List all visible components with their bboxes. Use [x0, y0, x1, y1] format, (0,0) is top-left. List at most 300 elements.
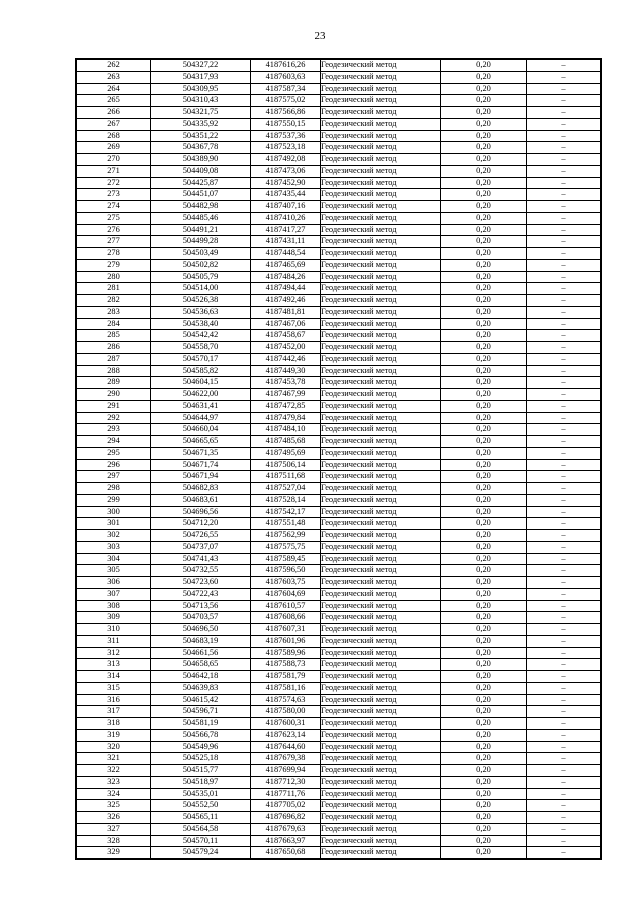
y-coordinate-cell: 4187601,96 — [251, 635, 321, 647]
table-row — [77, 118, 601, 130]
x-coordinate-cell: 504502,82 — [151, 259, 251, 271]
accuracy-cell: 0,20 — [441, 412, 527, 424]
note-cell: – — [527, 694, 601, 706]
method-cell: Геодезический метод — [321, 165, 441, 177]
note-cell: – — [527, 588, 601, 600]
method-cell: Геодезический метод — [321, 647, 441, 659]
method-cell: Геодезический метод — [321, 189, 441, 201]
accuracy-cell: 0,20 — [441, 765, 527, 777]
method-cell: Геодезический метод — [321, 776, 441, 788]
x-coordinate-cell: 504642,18 — [151, 671, 251, 683]
y-coordinate-cell: 4187452,90 — [251, 177, 321, 189]
x-coordinate-cell: 504671,35 — [151, 447, 251, 459]
note-cell: – — [527, 71, 601, 83]
x-coordinate-cell: 504631,41 — [151, 400, 251, 412]
y-coordinate-cell: 4187481,81 — [251, 306, 321, 318]
accuracy-cell: 0,20 — [441, 318, 527, 330]
point-number-cell: 269 — [77, 142, 151, 154]
accuracy-cell: 0,20 — [441, 706, 527, 718]
method-cell: Геодезический метод — [321, 659, 441, 671]
x-coordinate-cell: 504712,20 — [151, 518, 251, 530]
table-row — [77, 624, 601, 636]
x-coordinate-cell: 504622,00 — [151, 389, 251, 401]
table-row — [77, 776, 601, 788]
method-cell: Геодезический метод — [321, 741, 441, 753]
method-cell: Геодезический метод — [321, 107, 441, 119]
accuracy-cell: 0,20 — [441, 306, 527, 318]
x-coordinate-cell: 504549,96 — [151, 741, 251, 753]
method-cell: Геодезический метод — [321, 483, 441, 495]
note-cell: – — [527, 577, 601, 589]
note-cell: – — [527, 154, 601, 166]
accuracy-cell: 0,20 — [441, 635, 527, 647]
table-row — [77, 353, 601, 365]
note-cell: – — [527, 553, 601, 565]
x-coordinate-cell: 504722,43 — [151, 588, 251, 600]
point-number-cell: 297 — [77, 471, 151, 483]
accuracy-cell: 0,20 — [441, 753, 527, 765]
table-row — [77, 212, 601, 224]
coordinates-table-body — [77, 60, 601, 859]
y-coordinate-cell: 4187562,99 — [251, 530, 321, 542]
table-row — [77, 165, 601, 177]
x-coordinate-cell: 504536,63 — [151, 306, 251, 318]
note-cell: – — [527, 706, 601, 718]
method-cell: Геодезический метод — [321, 553, 441, 565]
y-coordinate-cell: 4187484,10 — [251, 424, 321, 436]
x-coordinate-cell: 504321,75 — [151, 107, 251, 119]
x-coordinate-cell: 504639,83 — [151, 682, 251, 694]
x-coordinate-cell: 504732,55 — [151, 565, 251, 577]
y-coordinate-cell: 4187435,44 — [251, 189, 321, 201]
method-cell: Геодезический метод — [321, 95, 441, 107]
note-cell: – — [527, 130, 601, 142]
note-cell: – — [527, 483, 601, 495]
y-coordinate-cell: 4187575,75 — [251, 541, 321, 553]
x-coordinate-cell: 504535,01 — [151, 788, 251, 800]
accuracy-cell: 0,20 — [441, 201, 527, 213]
accuracy-cell: 0,20 — [441, 330, 527, 342]
accuracy-cell: 0,20 — [441, 107, 527, 119]
y-coordinate-cell: 4187589,45 — [251, 553, 321, 565]
x-coordinate-cell: 504558,70 — [151, 342, 251, 354]
y-coordinate-cell: 4187442,46 — [251, 353, 321, 365]
table-row — [77, 541, 601, 553]
accuracy-cell: 0,20 — [441, 71, 527, 83]
y-coordinate-cell: 4187453,78 — [251, 377, 321, 389]
point-number-cell: 281 — [77, 283, 151, 295]
point-number-cell: 290 — [77, 389, 151, 401]
table-row — [77, 447, 601, 459]
note-cell: – — [527, 224, 601, 236]
coordinates-table — [76, 59, 601, 859]
note-cell: – — [527, 518, 601, 530]
method-cell: Геодезический метод — [321, 753, 441, 765]
table-row — [77, 494, 601, 506]
method-cell: Геодезический метод — [321, 518, 441, 530]
accuracy-cell: 0,20 — [441, 788, 527, 800]
accuracy-cell: 0,20 — [441, 671, 527, 683]
note-cell: – — [527, 671, 601, 683]
accuracy-cell: 0,20 — [441, 259, 527, 271]
note-cell: – — [527, 365, 601, 377]
method-cell: Геодезический метод — [321, 283, 441, 295]
x-coordinate-cell: 504505,79 — [151, 271, 251, 283]
table-row — [77, 248, 601, 260]
y-coordinate-cell: 4187711,76 — [251, 788, 321, 800]
note-cell: – — [527, 424, 601, 436]
note-cell: – — [527, 459, 601, 471]
method-cell: Геодезический метод — [321, 494, 441, 506]
point-number-cell: 319 — [77, 729, 151, 741]
note-cell: – — [527, 400, 601, 412]
accuracy-cell: 0,20 — [441, 471, 527, 483]
method-cell: Геодезический метод — [321, 447, 441, 459]
x-coordinate-cell: 504538,40 — [151, 318, 251, 330]
note-cell: – — [527, 83, 601, 95]
x-coordinate-cell: 504351,22 — [151, 130, 251, 142]
note-cell: – — [527, 753, 601, 765]
note-cell: – — [527, 765, 601, 777]
point-number-cell: 302 — [77, 530, 151, 542]
x-coordinate-cell: 504682,83 — [151, 483, 251, 495]
table-row — [77, 60, 601, 72]
x-coordinate-cell: 504665,65 — [151, 436, 251, 448]
method-cell: Геодезический метод — [321, 318, 441, 330]
x-coordinate-cell: 504581,19 — [151, 718, 251, 730]
point-number-cell: 276 — [77, 224, 151, 236]
method-cell: Геодезический метод — [321, 154, 441, 166]
method-cell: Геодезический метод — [321, 800, 441, 812]
table-row — [77, 189, 601, 201]
note-cell: – — [527, 741, 601, 753]
point-number-cell: 315 — [77, 682, 151, 694]
accuracy-cell: 0,20 — [441, 353, 527, 365]
x-coordinate-cell: 504585,82 — [151, 365, 251, 377]
accuracy-cell: 0,20 — [441, 154, 527, 166]
y-coordinate-cell: 4187705,02 — [251, 800, 321, 812]
note-cell: – — [527, 494, 601, 506]
point-number-cell: 299 — [77, 494, 151, 506]
table-row — [77, 71, 601, 83]
y-coordinate-cell: 4187417,27 — [251, 224, 321, 236]
point-number-cell: 264 — [77, 83, 151, 95]
point-number-cell: 267 — [77, 118, 151, 130]
table-row — [77, 518, 601, 530]
method-cell: Геодезический метод — [321, 577, 441, 589]
method-cell: Геодезический метод — [321, 706, 441, 718]
y-coordinate-cell: 4187407,16 — [251, 201, 321, 213]
point-number-cell: 280 — [77, 271, 151, 283]
y-coordinate-cell: 4187588,73 — [251, 659, 321, 671]
point-number-cell: 308 — [77, 600, 151, 612]
x-coordinate-cell: 504309,95 — [151, 83, 251, 95]
point-number-cell: 287 — [77, 353, 151, 365]
y-coordinate-cell: 4187484,26 — [251, 271, 321, 283]
table-row — [77, 306, 601, 318]
x-coordinate-cell: 504409,08 — [151, 165, 251, 177]
x-coordinate-cell: 504503,49 — [151, 248, 251, 260]
accuracy-cell: 0,20 — [441, 142, 527, 154]
point-number-cell: 274 — [77, 201, 151, 213]
point-number-cell: 323 — [77, 776, 151, 788]
method-cell: Геодезический метод — [321, 306, 441, 318]
table-row — [77, 142, 601, 154]
accuracy-cell: 0,20 — [441, 95, 527, 107]
y-coordinate-cell: 4187495,69 — [251, 447, 321, 459]
accuracy-cell: 0,20 — [441, 342, 527, 354]
table-row — [77, 377, 601, 389]
x-coordinate-cell: 504482,98 — [151, 201, 251, 213]
point-number-cell: 324 — [77, 788, 151, 800]
note-cell: – — [527, 682, 601, 694]
accuracy-cell: 0,20 — [441, 682, 527, 694]
method-cell: Геодезический метод — [321, 682, 441, 694]
y-coordinate-cell: 4187566,86 — [251, 107, 321, 119]
method-cell: Геодезический метод — [321, 130, 441, 142]
table-row — [77, 436, 601, 448]
accuracy-cell: 0,20 — [441, 436, 527, 448]
table-row — [77, 459, 601, 471]
x-coordinate-cell: 504327,22 — [151, 60, 251, 72]
method-cell: Геодезический метод — [321, 765, 441, 777]
x-coordinate-cell: 504525,18 — [151, 753, 251, 765]
method-cell: Геодезический метод — [321, 60, 441, 72]
x-coordinate-cell: 504737,07 — [151, 541, 251, 553]
x-coordinate-cell: 504564,58 — [151, 823, 251, 835]
note-cell: – — [527, 565, 601, 577]
note-cell: – — [527, 60, 601, 72]
accuracy-cell: 0,20 — [441, 577, 527, 589]
point-number-cell: 293 — [77, 424, 151, 436]
y-coordinate-cell: 4187575,02 — [251, 95, 321, 107]
note-cell: – — [527, 506, 601, 518]
method-cell: Геодезический метод — [321, 330, 441, 342]
method-cell: Геодезический метод — [321, 201, 441, 213]
method-cell: Геодезический метод — [321, 565, 441, 577]
accuracy-cell: 0,20 — [441, 189, 527, 201]
y-coordinate-cell: 4187492,08 — [251, 154, 321, 166]
note-cell: – — [527, 412, 601, 424]
y-coordinate-cell: 4187574,63 — [251, 694, 321, 706]
method-cell: Геодезический метод — [321, 694, 441, 706]
table-row — [77, 682, 601, 694]
y-coordinate-cell: 4187679,38 — [251, 753, 321, 765]
note-cell: – — [527, 330, 601, 342]
table-row — [77, 706, 601, 718]
table-row — [77, 812, 601, 824]
note-cell: – — [527, 788, 601, 800]
note-cell: – — [527, 259, 601, 271]
table-row — [77, 271, 601, 283]
accuracy-cell: 0,20 — [441, 835, 527, 847]
method-cell: Геодезический метод — [321, 459, 441, 471]
y-coordinate-cell: 4187467,99 — [251, 389, 321, 401]
point-number-cell: 301 — [77, 518, 151, 530]
method-cell: Геодезический метод — [321, 847, 441, 859]
accuracy-cell: 0,20 — [441, 60, 527, 72]
accuracy-cell: 0,20 — [441, 248, 527, 260]
point-number-cell: 286 — [77, 342, 151, 354]
y-coordinate-cell: 4187448,54 — [251, 248, 321, 260]
point-number-cell: 326 — [77, 812, 151, 824]
point-number-cell: 328 — [77, 835, 151, 847]
note-cell: – — [527, 647, 601, 659]
point-number-cell: 311 — [77, 635, 151, 647]
x-coordinate-cell: 504542,42 — [151, 330, 251, 342]
method-cell: Геодезический метод — [321, 83, 441, 95]
method-cell: Геодезический метод — [321, 142, 441, 154]
table-row — [77, 612, 601, 624]
note-cell: – — [527, 212, 601, 224]
accuracy-cell: 0,20 — [441, 612, 527, 624]
table-row — [77, 318, 601, 330]
y-coordinate-cell: 4187551,48 — [251, 518, 321, 530]
accuracy-cell: 0,20 — [441, 212, 527, 224]
table-row — [77, 647, 601, 659]
y-coordinate-cell: 4187587,34 — [251, 83, 321, 95]
table-row — [77, 412, 601, 424]
note-cell: – — [527, 295, 601, 307]
x-coordinate-cell: 504425,87 — [151, 177, 251, 189]
table-row — [77, 424, 601, 436]
accuracy-cell: 0,20 — [441, 847, 527, 859]
y-coordinate-cell: 4187663,97 — [251, 835, 321, 847]
table-row — [77, 659, 601, 671]
y-coordinate-cell: 4187644,60 — [251, 741, 321, 753]
accuracy-cell: 0,20 — [441, 647, 527, 659]
point-number-cell: 262 — [77, 60, 151, 72]
table-row — [77, 577, 601, 589]
note-cell: – — [527, 847, 601, 859]
x-coordinate-cell: 504660,04 — [151, 424, 251, 436]
table-row — [77, 201, 601, 213]
x-coordinate-cell: 504570,17 — [151, 353, 251, 365]
y-coordinate-cell: 4187596,50 — [251, 565, 321, 577]
note-cell: – — [527, 377, 601, 389]
table-row — [77, 600, 601, 612]
y-coordinate-cell: 4187616,26 — [251, 60, 321, 72]
table-row — [77, 835, 601, 847]
accuracy-cell: 0,20 — [441, 812, 527, 824]
page-number: 23 — [314, 30, 326, 42]
point-number-cell: 282 — [77, 295, 151, 307]
method-cell: Геодезический метод — [321, 812, 441, 824]
point-number-cell: 305 — [77, 565, 151, 577]
point-number-cell: 317 — [77, 706, 151, 718]
x-coordinate-cell: 504389,90 — [151, 154, 251, 166]
table-row — [77, 530, 601, 542]
point-number-cell: 303 — [77, 541, 151, 553]
accuracy-cell: 0,20 — [441, 624, 527, 636]
note-cell: – — [527, 177, 601, 189]
y-coordinate-cell: 4187458,67 — [251, 330, 321, 342]
y-coordinate-cell: 4187550,15 — [251, 118, 321, 130]
y-coordinate-cell: 4187465,69 — [251, 259, 321, 271]
accuracy-cell: 0,20 — [441, 224, 527, 236]
method-cell: Геодезический метод — [321, 471, 441, 483]
table-row — [77, 389, 601, 401]
note-cell: – — [527, 283, 601, 295]
method-cell: Геодезический метод — [321, 835, 441, 847]
note-cell: – — [527, 107, 601, 119]
y-coordinate-cell: 4187581,16 — [251, 682, 321, 694]
table-row — [77, 295, 601, 307]
method-cell: Геодезический метод — [321, 412, 441, 424]
point-number-cell: 265 — [77, 95, 151, 107]
point-number-cell: 307 — [77, 588, 151, 600]
note-cell: – — [527, 189, 601, 201]
x-coordinate-cell: 504485,46 — [151, 212, 251, 224]
table-row — [77, 800, 601, 812]
y-coordinate-cell: 4187467,06 — [251, 318, 321, 330]
y-coordinate-cell: 4187473,06 — [251, 165, 321, 177]
point-number-cell: 271 — [77, 165, 151, 177]
note-cell: – — [527, 541, 601, 553]
point-number-cell: 312 — [77, 647, 151, 659]
note-cell: – — [527, 729, 601, 741]
y-coordinate-cell: 4187492,46 — [251, 295, 321, 307]
x-coordinate-cell: 504566,78 — [151, 729, 251, 741]
accuracy-cell: 0,20 — [441, 800, 527, 812]
x-coordinate-cell: 504661,56 — [151, 647, 251, 659]
y-coordinate-cell: 4187608,66 — [251, 612, 321, 624]
x-coordinate-cell: 504604,15 — [151, 377, 251, 389]
accuracy-cell: 0,20 — [441, 83, 527, 95]
point-number-cell: 306 — [77, 577, 151, 589]
y-coordinate-cell: 4187623,14 — [251, 729, 321, 741]
table-row — [77, 177, 601, 189]
point-number-cell: 329 — [77, 847, 151, 859]
method-cell: Геодезический метод — [321, 588, 441, 600]
x-coordinate-cell: 504683,19 — [151, 635, 251, 647]
accuracy-cell: 0,20 — [441, 741, 527, 753]
table-row — [77, 635, 601, 647]
point-number-cell: 318 — [77, 718, 151, 730]
point-number-cell: 292 — [77, 412, 151, 424]
note-cell: – — [527, 248, 601, 260]
x-coordinate-cell: 504565,11 — [151, 812, 251, 824]
note-cell: – — [527, 318, 601, 330]
accuracy-cell: 0,20 — [441, 118, 527, 130]
method-cell: Геодезический метод — [321, 400, 441, 412]
y-coordinate-cell: 4187603,75 — [251, 577, 321, 589]
x-coordinate-cell: 504514,00 — [151, 283, 251, 295]
y-coordinate-cell: 4187600,31 — [251, 718, 321, 730]
method-cell: Геодезический метод — [321, 271, 441, 283]
point-number-cell: 295 — [77, 447, 151, 459]
y-coordinate-cell: 4187604,69 — [251, 588, 321, 600]
accuracy-cell: 0,20 — [441, 718, 527, 730]
accuracy-cell: 0,20 — [441, 459, 527, 471]
accuracy-cell: 0,20 — [441, 165, 527, 177]
table-row — [77, 330, 601, 342]
y-coordinate-cell: 4187542,17 — [251, 506, 321, 518]
x-coordinate-cell: 504713,56 — [151, 600, 251, 612]
accuracy-cell: 0,20 — [441, 600, 527, 612]
point-number-cell: 273 — [77, 189, 151, 201]
table-row — [77, 154, 601, 166]
point-number-cell: 320 — [77, 741, 151, 753]
accuracy-cell: 0,20 — [441, 518, 527, 530]
point-number-cell: 272 — [77, 177, 151, 189]
point-number-cell: 314 — [77, 671, 151, 683]
method-cell: Геодезический метод — [321, 823, 441, 835]
table-row — [77, 565, 601, 577]
point-number-cell: 268 — [77, 130, 151, 142]
accuracy-cell: 0,20 — [441, 541, 527, 553]
y-coordinate-cell: 4187699,94 — [251, 765, 321, 777]
